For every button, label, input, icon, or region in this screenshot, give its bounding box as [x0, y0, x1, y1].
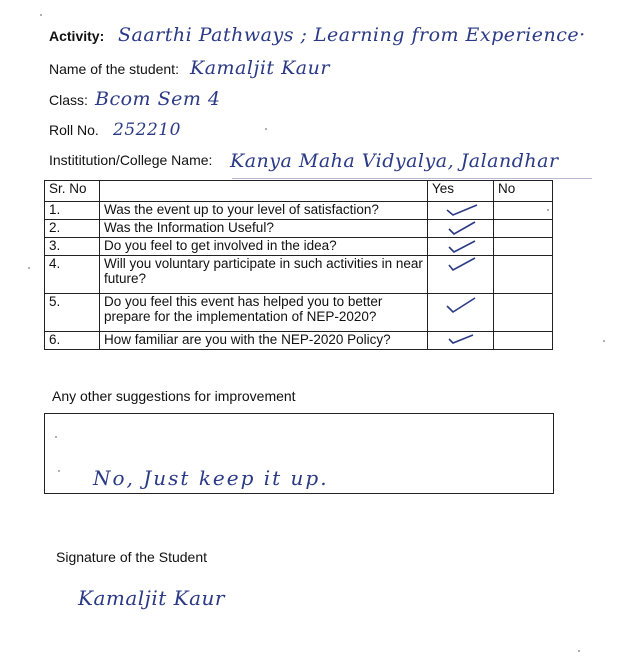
scan-speck	[55, 436, 57, 438]
suggestions-value: No, Just keep it up.	[93, 466, 329, 490]
activity-value: Saarthi Pathways ; Learning from Experience·	[118, 24, 586, 46]
row-question: Do you feel to get involved in the idea?	[100, 238, 428, 256]
row-sr: 4.	[45, 256, 100, 294]
header-question	[100, 181, 428, 202]
row-sr: 5.	[45, 294, 100, 332]
college-underline	[232, 178, 592, 179]
scan-speck	[578, 650, 580, 652]
yes-cell	[428, 238, 494, 256]
scan-speck	[547, 209, 549, 211]
scan-speck	[58, 470, 60, 472]
header-no: No	[494, 181, 553, 202]
tick-mark-icon	[441, 202, 481, 218]
header-yes: Yes	[428, 181, 494, 202]
yes-cell	[428, 220, 494, 238]
table-row	[45, 238, 553, 256]
scan-speck	[40, 14, 42, 16]
table-row	[45, 256, 553, 294]
yes-cell	[428, 202, 494, 220]
student-name-value: Kamaljit Kaur	[190, 57, 330, 79]
yes-cell	[428, 294, 494, 332]
suggestions-label: Any other suggestions for improvement	[52, 388, 296, 404]
yes-cell	[428, 332, 494, 350]
signature-label: Signature of the Student	[56, 549, 207, 565]
table-row	[45, 202, 553, 220]
roll-no-value: 252210	[113, 120, 181, 140]
tick-mark-icon	[441, 294, 481, 316]
yes-cell	[428, 256, 494, 294]
signature-value: Kamaljit Kaur	[78, 586, 225, 610]
college-label: Instititution/College Name:	[49, 152, 213, 168]
row-question: Was the Information Useful?	[100, 220, 428, 238]
tick-mark-icon	[441, 256, 481, 272]
row-question: How familiar are you with the NEP-2020 Policy?	[100, 332, 428, 350]
no-cell	[494, 294, 553, 332]
no-cell	[494, 238, 553, 256]
no-cell	[494, 256, 553, 294]
suggestions-box	[44, 413, 554, 494]
row-sr: 1.	[45, 202, 100, 220]
scan-speck	[603, 340, 605, 342]
scan-speck	[28, 267, 30, 269]
row-sr: 3.	[45, 238, 100, 256]
no-cell	[494, 202, 553, 220]
class-label: Class:	[49, 92, 88, 108]
survey-table	[44, 180, 553, 350]
activity-label: Activity:	[49, 28, 105, 44]
row-question: Was the event up to your level of satisfaction?	[100, 202, 428, 220]
table-row	[45, 294, 553, 332]
roll-no-label: Roll No.	[49, 122, 99, 138]
row-sr: 6.	[45, 332, 100, 350]
table-header-row	[45, 181, 553, 202]
student-name-label: Name of the student:	[49, 61, 179, 77]
college-value: Kanya Maha Vidyalya, Jalandhar	[230, 150, 559, 172]
scan-speck	[265, 128, 267, 130]
tick-mark-icon	[441, 220, 481, 236]
tick-mark-icon	[441, 238, 481, 254]
row-question: Do you feel this event has helped you to better prepare for the implementation of NEP-2020?	[100, 294, 428, 332]
row-question: Will you voluntary participate in such activities in near future?	[100, 256, 428, 294]
row-sr: 2.	[45, 220, 100, 238]
tick-mark-icon	[441, 332, 481, 346]
no-cell	[494, 220, 553, 238]
no-cell	[494, 332, 553, 350]
class-value: Bcom Sem 4	[95, 88, 221, 110]
table-row	[45, 332, 553, 350]
header-sr-no: Sr. No	[45, 181, 100, 202]
table-row	[45, 220, 553, 238]
